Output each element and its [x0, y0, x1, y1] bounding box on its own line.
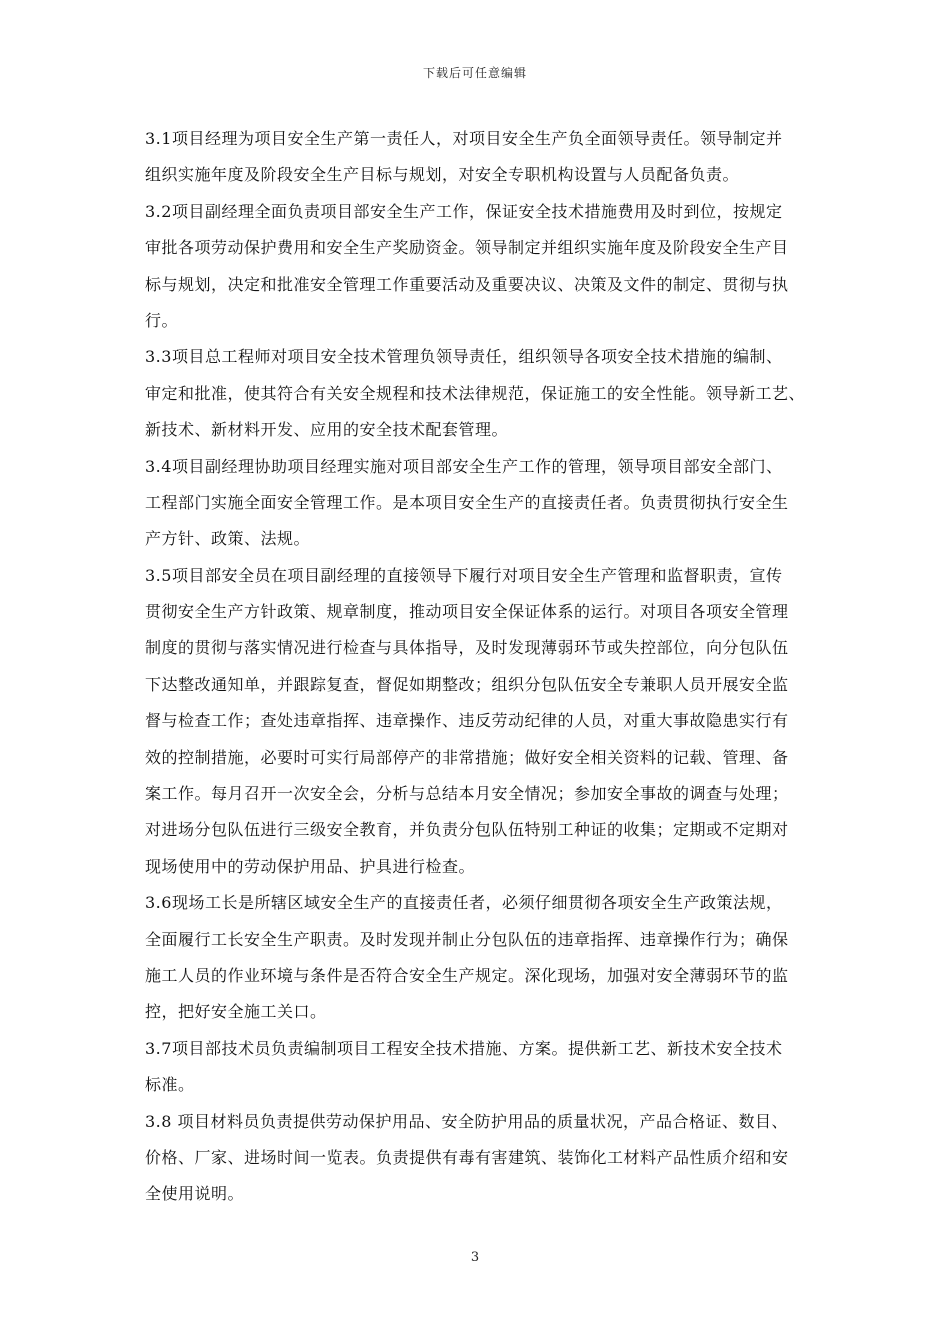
text-line: 控，把好安全施工关口。: [145, 1002, 327, 1022]
text-line: 3.2项目副经理全面负责项目部安全生产工作，保证安全技术措施费用及时到位，按规定: [145, 201, 783, 221]
document-body: [145, 121, 810, 1213]
text-line: 督与检查工作；查处违章指挥、违章操作、违反劳动纪律的人员，对重大事故隐患实行有: [145, 711, 789, 731]
text-line: 审定和批准，使其符合有关安全规程和技术法律规范，保证施工的安全性能。领导新工艺、: [145, 383, 806, 403]
text-line: 全面履行工长安全生产职责。及时发现并制止分包队伍的违章指挥、违章操作行为；确保: [145, 929, 789, 949]
text-line: 施工人员的作业环境与条件是否符合安全生产规定。深化现场，加强对安全薄弱环节的监: [145, 965, 789, 985]
text-line: 3.1项目经理为项目安全生产第一责任人，对项目安全生产负全面领导责任。领导制定并: [145, 129, 783, 148]
text-line: 3.7项目部技术员负责编制项目工程安全技术措施、方案。提供新工艺、新技术安全技术: [145, 1038, 783, 1058]
text-line: 对进场分包队伍进行三级安全教育，并负责分包队伍特别工种证的收集；定期或不定期对: [145, 820, 789, 840]
text-line: 3.4项目副经理协助项目经理实施对项目部安全生产工作的管理，领导项目部安全部门、: [145, 456, 783, 476]
text-line: 3.6现场工长是所辖区域安全生产的直接责任者，必须仔细贯彻各项安全生产政策法规，: [145, 893, 783, 913]
text-line: 标准。: [145, 1075, 195, 1095]
text-line: 审批各项劳动保护费用和安全生产奖励资金。领导制定并组织实施年度及阶段安全生产目: [145, 238, 789, 258]
text-line: 现场使用中的劳动保护用品、护具进行检查。: [145, 856, 476, 876]
text-line: 标与规划，决定和批准安全管理工作重要活动及重要决议、决策及文件的制定、贯彻与执: [145, 274, 789, 294]
text-line: 新技术、新材料开发、应用的安全技术配套管理。: [145, 420, 509, 440]
page-header: 下载后可任意编辑: [422, 66, 527, 80]
text-line: 贯彻安全生产方针政策、规章制度，推动项目安全保证体系的运行。对项目各项安全管理: [145, 602, 789, 622]
text-line: 价格、厂家、进场时间一览表。负责提供有毒有害建筑、装饰化工材料产品性质介绍和安: [145, 1147, 789, 1167]
text-line: 效的控制措施，必要时可实行局部停产的非常措施；做好安全相关资料的记载、管理、备: [145, 747, 789, 767]
text-line: 案工作。每月召开一次安全会，分析与总结本月安全情况；参加安全事故的调查与处理；: [145, 784, 789, 804]
text-line: 产方针、政策、法规。: [145, 529, 311, 549]
text-line: 制度的贯彻与落实情况进行检查与具体指导，及时发现薄弱环节或失控部位，向分包队伍: [145, 638, 789, 658]
text-line: 组织实施年度及阶段安全生产目标与规划，对安全专职机构设置与人员配备负责。: [145, 165, 740, 185]
text-line: 下达整改通知单，并跟踪复查，督促如期整改；组织分包队伍安全专兼职人员开展安全监: [145, 674, 789, 694]
text-line: 3.3项目总工程师对项目安全技术管理负领导责任，组织领导各项安全技术措施的编制、: [145, 347, 783, 367]
text-line: 3.8 项目材料员负责提供劳动保护用品、安全防护用品的质量状况，产品合格证、数目、: [145, 1111, 789, 1131]
text-line: 全使用说明。: [145, 1184, 245, 1204]
text-line: 行。: [145, 310, 179, 330]
text-line: 3.5项目部安全员在项目副经理的直接领导下履行对项目安全生产管理和监督职责，宣传: [145, 565, 783, 585]
page-number: 3: [470, 1250, 480, 1265]
text-line: 工程部门实施全面安全管理工作。是本项目安全生产的直接责任者。负责贯彻执行安全生: [145, 492, 789, 512]
